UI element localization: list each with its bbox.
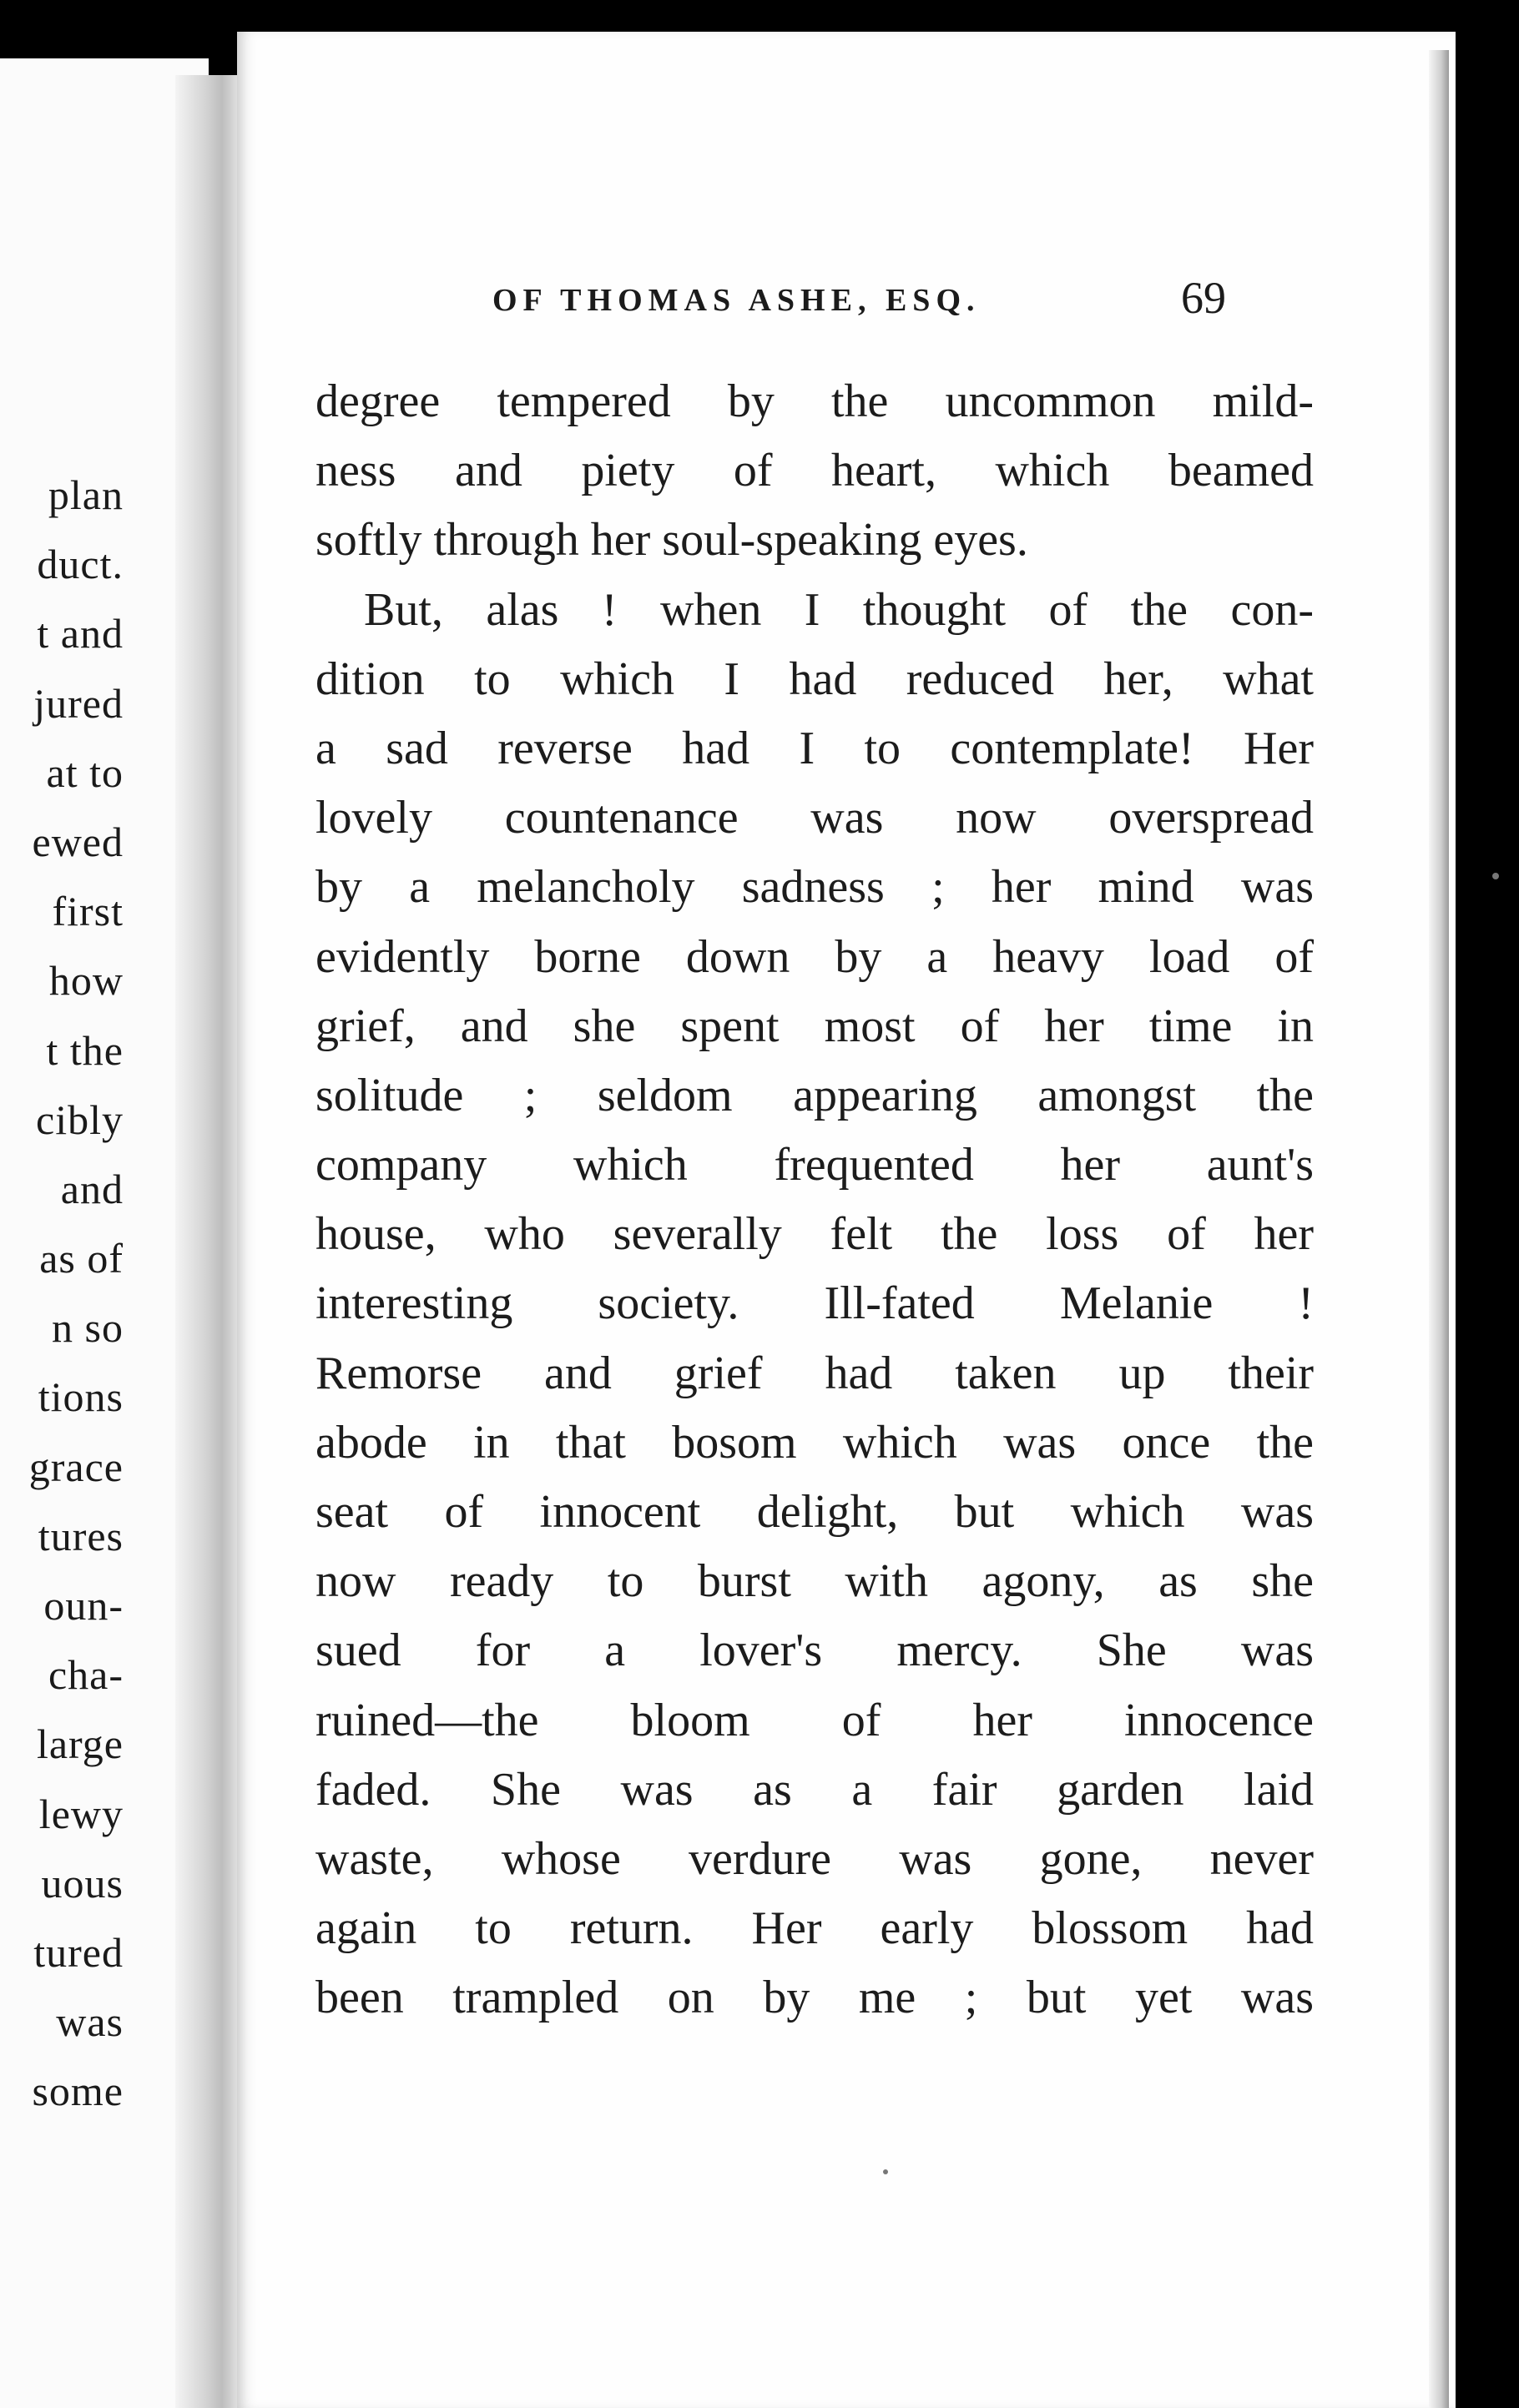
paper-speck [1492, 873, 1499, 879]
text-line: a sad reverse had I to contemplate! Her [315, 722, 1314, 774]
text-line: degree tempered by the uncommon mild- [315, 375, 1314, 427]
text-line: again to return. Her early blossom had [315, 1902, 1314, 1955]
left-fragment-line: uous [41, 1859, 124, 1907]
text-line: But, alas ! when I thought of the con- [364, 583, 1314, 636]
running-head: OF THOMAS ASHE, ESQ. [492, 283, 981, 318]
text-line: company which frequented her aunt's [315, 1139, 1314, 1191]
text-line: sued for a lover's mercy. She was [315, 1625, 1314, 1677]
left-fragment-line: oun- [43, 1582, 124, 1629]
paper-speck [883, 2169, 888, 2174]
left-fragment-line: t and [37, 610, 124, 657]
text-line: by a melancholy sadness ; her mind was [315, 861, 1314, 914]
left-fragment-line: grace [28, 1443, 124, 1490]
text-line: now ready to burst with agony, as she [315, 1555, 1314, 1608]
left-fragment-line: plan [48, 471, 124, 518]
text-line: dition to which I had reduced her, what [315, 652, 1314, 705]
left-fragment-line: first [52, 888, 124, 935]
left-fragment-line: as of [39, 1235, 124, 1282]
left-fragment-line: was [56, 1998, 124, 2046]
text-line: abode in that bosom which was once the [315, 1416, 1314, 1468]
text-line: waste, whose verdure was gone, never [315, 1832, 1314, 1885]
left-fragment-line: duct. [37, 541, 124, 588]
left-fragment-line: tures [38, 1512, 124, 1559]
left-page-text-fragments [0, 461, 124, 2127]
left-fragment-line: some [32, 2068, 124, 2115]
text-line: house, who severally felt the loss of her [315, 1208, 1314, 1261]
left-fragment-line: cibly [36, 1096, 124, 1143]
left-fragment-line: lewy [38, 1790, 124, 1837]
left-fragment-line: tions [38, 1373, 124, 1421]
text-line: lovely countenance was now overspread [315, 792, 1314, 844]
left-fragment-line: n so [52, 1304, 124, 1352]
page-edge-shadow [1429, 50, 1449, 2408]
page-number: 69 [1181, 273, 1226, 323]
text-line: interesting society. Ill-fated Melanie ! [315, 1277, 1314, 1330]
book-gutter-shadow [175, 75, 242, 2408]
text-line: solitude ; seldom appearing amongst the [315, 1069, 1314, 1121]
left-fragment-line: ewed [32, 818, 124, 865]
left-fragment-line: jured [33, 679, 124, 727]
left-fragment-line: cha- [48, 1651, 124, 1699]
text-line: grief, and she spent most of her time in [315, 1000, 1314, 1052]
text-line: been trampled on by me ; but yet was [315, 1972, 1314, 2024]
body-text [315, 367, 1314, 2033]
left-fragment-line: tured [33, 1928, 124, 1976]
text-line: ruined—the bloom of her innocence [315, 1694, 1314, 1746]
left-fragment-line: and [60, 1165, 124, 1212]
text-line: Remorse and grief had taken up their [315, 1347, 1314, 1399]
left-fragment-line: large [36, 1720, 124, 1768]
left-fragment-line: at to [46, 748, 124, 796]
text-line: softly through her soul-speaking eyes. [315, 514, 1028, 567]
left-fragment-line: t the [46, 1026, 124, 1074]
text-line: faded. She was as a fair garden laid [315, 1763, 1314, 1816]
text-line: ness and piety of heart, which beamed [315, 445, 1314, 497]
text-line: seat of innocent delight, but which was [315, 1486, 1314, 1538]
text-line: evidently borne down by a heavy load of [315, 930, 1314, 983]
left-fragment-line: how [48, 957, 124, 1005]
